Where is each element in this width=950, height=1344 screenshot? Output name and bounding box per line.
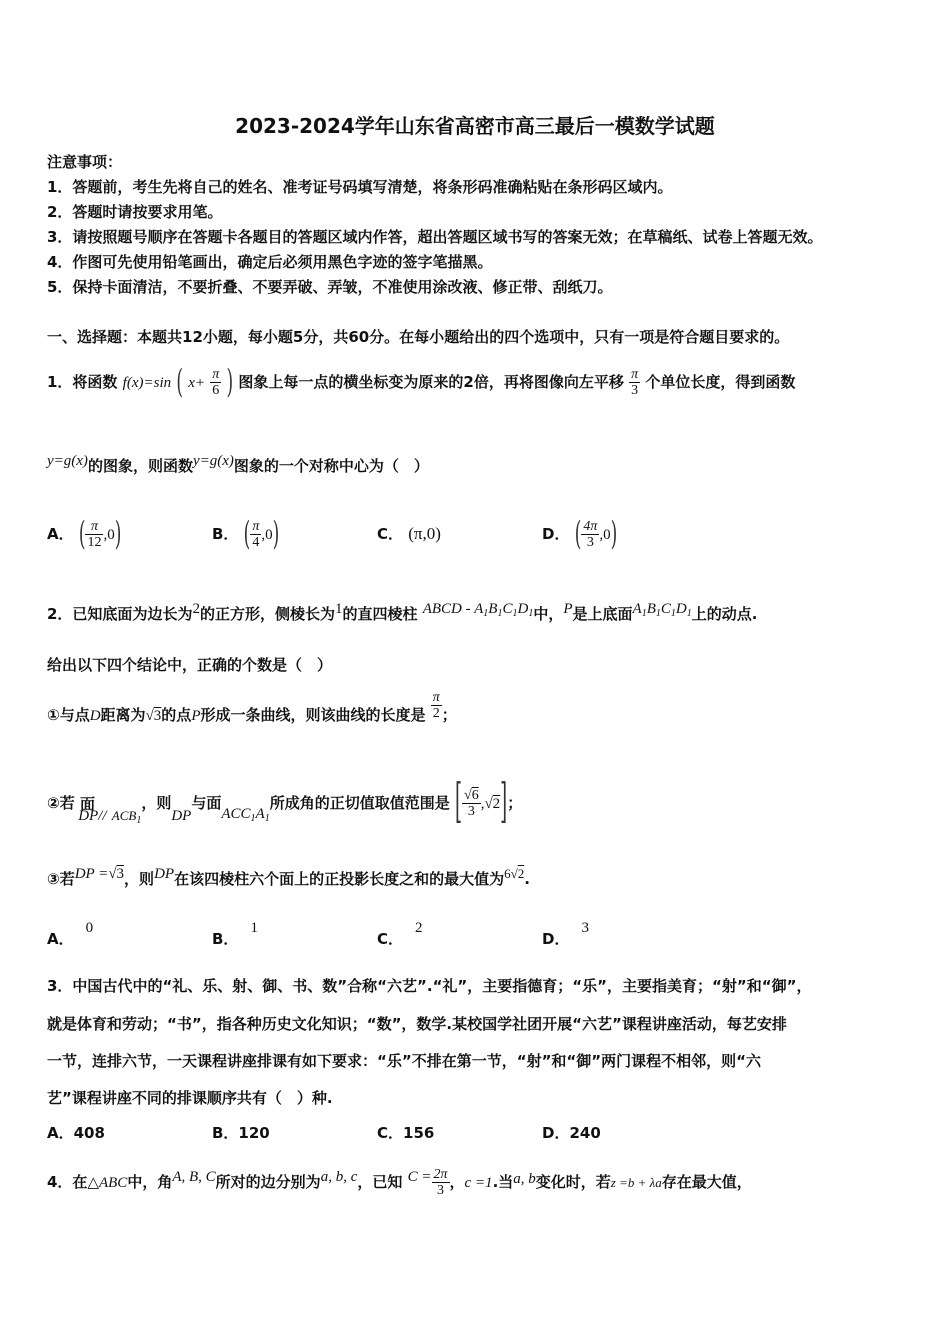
q2-statement-1: ①与点D距离为√3的点P形成一条曲线，则该曲线的长度是 $\frac{\pi}{2}$ ； [47,690,457,724]
q1-function: f(x)=sin [122,375,172,391]
right-paren: ) [226,363,234,402]
q3-option-c[interactable]: C．156 [377,1124,435,1142]
q3-option-a[interactable]: A．408 [47,1124,105,1142]
g-function: y=g(x) [47,453,88,469]
q2-option-b[interactable]: B．1 [212,920,258,948]
pi-over-3: $\frac{\pi}{3}$ [631,367,639,398]
q1-option-b[interactable]: B． ( $\frac{\pi}{4}$ ,0) [212,515,280,554]
q1-option-c[interactable]: C． (π,0) [377,524,441,543]
q2-line2: 给出以下四个结论中，正确的个数是（ ） [47,656,333,674]
q2-statement-2: ②若 面 DP// $ACB_1$，则DP与面$ACC_1A_1$所成角的正切值取值范围是 [ $\frac{√6}{3}$ ,√2]； [47,774,523,830]
q2-option-d[interactable]: D．3 [542,920,589,948]
q4-line1: 4．在△ABC中，角A, B, C所对的边分别为a, b, c，已知 C = $\frac{2\pi}{3}$ ，c =1.当a, b变化时，若z =b + λa存在最大值， [47,1167,752,1198]
q2-line1: 2．已知底面为边长为2的正方形，侧棱长为1的直四棱柱 ABCD - $A_1B_1C_1D_1$中，P是上底面$A_1B_1C_1D_1$上的动点. [47,601,758,623]
q2-statement-3: ③若DP =√3，则DP在该四棱柱六个面上的正投影长度之和的最大值为6√2. [47,866,530,888]
q3-line4: 艺”课程讲座不同的排课顺序共有（ ）种. [47,1089,333,1107]
left-paren: ( [176,363,183,402]
q3-line3: 一节，连排六节，一天课程讲座排课有如下要求：“乐”不排在第一节，“射”和“御”两门课程不相邻，则“六 [47,1052,762,1070]
q1-text: 1．将函数 [47,373,118,391]
q3-line1: 3．中国古代中的“礼、乐、射、御、书、数”合称“六艺”.“礼”，主要指德育；“乐”，主要指美育；“射”和“御”， [47,977,812,995]
q1-text: 图象上每一点的横坐标变为原来的2倍，再将图像向左平移 [238,373,624,391]
q1-line1 [47,362,795,403]
q1-arg: x+ [188,375,206,391]
q1-text: 个单位长度，得到函数 [645,373,796,391]
notice-item: 5．保持卡面清洁，不要折叠、不要弄破、弄皱，不准使用涂改液、修正带、刮纸刀。 [47,278,613,296]
exam-title: 2023-2024学年山东省高密市高三最后一模数学试题 [235,114,715,138]
q1-text: 图象的一个对称中心为（ ） [233,457,429,475]
notice-item: 4．作图可先使用铅笔画出，确定后必须用黑色字迹的签字笔描黑。 [47,253,493,271]
q1-line2 [47,453,429,477]
q2-option-a[interactable]: A．0 [47,920,94,948]
q3-line2: 就是体育和劳动；“书”，指各种历史文化知识；“数”，数学.某校国学社团开展“六艺”课程讲座活动，每艺安排 [47,1015,787,1033]
notice-heading: 注意事项： [47,153,123,171]
q3-option-b[interactable]: B．120 [212,1124,270,1142]
notice-item: 2．答题时请按要求用笔。 [47,203,223,221]
q1-option-d[interactable]: D． ( $\frac{4\pi}{3}$ ,0) [542,515,618,554]
q3-option-d[interactable]: D．240 [542,1124,601,1142]
section-heading: 一、选择题：本题共12小题，每小题5分，共60分。在每小题给出的四个选项中，只有一项是符合题目要求的。 [47,328,790,346]
notice-item: 3．请按照题号顺序在答题卡各题目的答题区域内作答，超出答题区域书写的答案无效；在草稿纸、试卷上答题无效。 [47,228,823,246]
pi-over-6: $\frac{\pi}{6}$ [212,367,220,398]
q1-option-a[interactable]: A． ( $\frac{\pi}{12}$ ,0) [47,515,122,554]
q1-text: 的图象，则函数 [87,457,193,475]
g-function: y=g(x) [192,453,234,469]
q2-option-c[interactable]: C．2 [377,920,423,948]
notice-item: 1．答题前，考生先将自己的姓名、准考证号码填写清楚，将条形码准确粘贴在条形码区域内。 [47,178,673,196]
